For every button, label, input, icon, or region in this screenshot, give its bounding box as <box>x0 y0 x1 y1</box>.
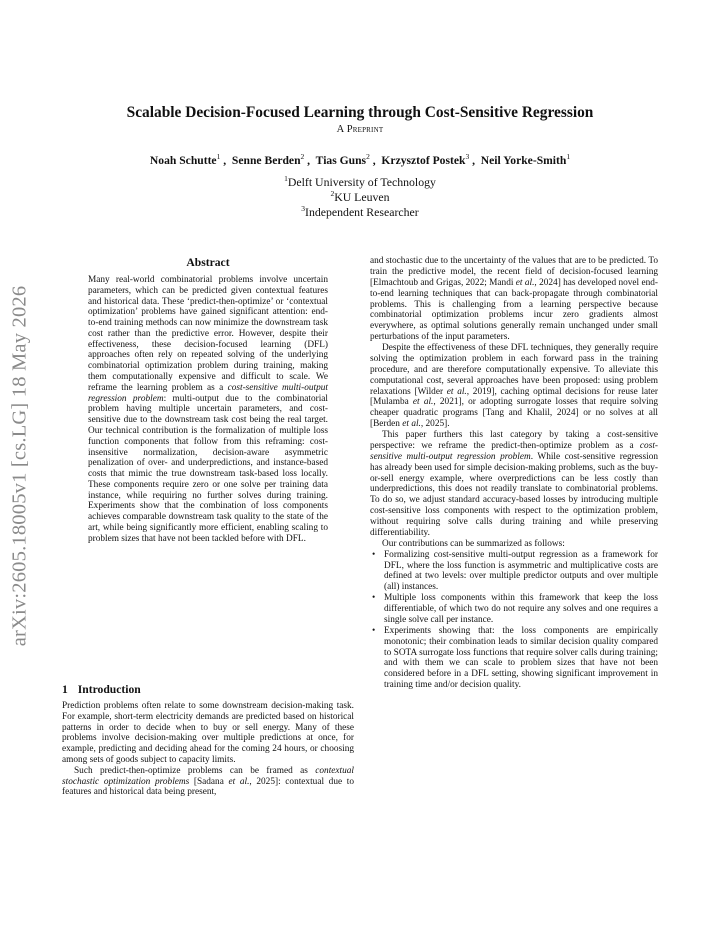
author: Senne Berden$^2$ <box>231 152 305 167</box>
introduction-text <box>62 701 354 798</box>
affiliation: $^3$Independent Researcher <box>301 204 419 219</box>
abstract-text: Many real-world combinatorial problems involve uncertain parameters, which can be predicted given contextual features and historical data. These ‘predict-then-optimize’ or ‘contextual optimization’ problems have gained significant attention: end-to-end training methods can now minimize the downstream task cost rather than the predictive error. However, despite their effectiveness, these decision-focused learning (DFL) approaches often rely on repeated solving of the underlying combinatorial optimization problem during training, making them computationally expensive and difficult to scale. We reframe the learning problem as a cost-sensitive multi-output regression problem: multi-output due to the combinatorial problem having multiple uncertain parameters, and cost-sensitive due to the downstream task cost being the real target. Our technical contribution is the formalization of multiple loss function components that follow from this reframing: cost-insensitive normalization, decision-aware asymmetric penalization of over- and underpredictions, and instance-based costs that mimic the true downstream task-based loss locally. These components require zero or one solve per training data instance, while requiring no further solves during training. Experiments show that the combination of loss components achieves comparable downstream task quality to the state of the art, while being significantly more efficient, enabling scaling to problem sizes that have not been tackled before with DFL. <box>88 275 328 544</box>
paragraph: and stochastic due to the uncertainty of the values that are to be predicted. To train the predictive model, the recent field of decision-focused learning [Elmachtoub and Grigas, 2022; Mandi et al., 2024] has developed novel end-to-end learning techniques that can back-propagate through combinatorial problems. This is challenging from a learning perspective because combinatorial optimization problems incur zero gradients almost everywhere, as optimal solutions generally remain unchanged under small perturbations of the input parameters. <box>370 256 658 343</box>
abstract-heading: Abstract <box>186 256 230 269</box>
paragraph: This paper furthers this last category by taking a cost-sensitive perspective: we reframe the predict-then-optimize problem as a cost-sensitive multi-output regression problem. While cost-sensitive regression has already been used for simple decision-making problems, such as the buy-or-sell energy example, where overpredictions can be less costly than underpredictions, this does not readily translate to combinatorial problems. To do so, we adjust standard accuracy-based losses by introducing multiple cost-sensitive loss components with respect to the optimization problem, without requiring solve calls during training and while preserving differentiability. <box>370 430 658 538</box>
author: Noah Schutte$^1$ <box>149 152 221 167</box>
paragraph: Our contributions can be summarized as follows: <box>382 538 565 549</box>
preprint-label: A Preprint <box>336 124 384 135</box>
paragraph: Such predict-then-optimize problems can be framed as contextual stochastic optimization problems [Sadana et al., 2025]: contextual due to features and historical data being present, <box>62 765 354 798</box>
list-item: • Experiments showing that: the loss components are empirically monotonic; their combination leads to similar decision quality compared to SOTA surrogate loss functions that require solver calls during training; and with them we can scale to problem sizes that have not been considered before in a DFL setting, showing significant improvement in training time and/or decision quality. <box>370 626 658 691</box>
paper-title: Scalable Decision-Focused Learning through Cost-Sensitive Regression <box>126 104 594 121</box>
paragraph: Prediction problems often relate to some downstream decision-making task. For example, short-term electricity demands are predicted based on historical patterns in order to decide when to buy or sell energy. Many of these problems involve decision-making over multiple predictions at once, for example, predicting and deciding ahead for the coming 24 hours, or choosing among sets of goods subject to capacity limits. <box>62 701 354 765</box>
author: Krzysztof Postek$^3$ <box>381 152 470 167</box>
author: Neil Yorke-Smith$^1$ <box>480 152 571 167</box>
section-heading-introduction: 1 Introduction <box>62 683 141 696</box>
author: Tias Guns$^2$ <box>315 152 370 167</box>
author-list: Noah Schutte$^1$ , Senne Berden$^2$ , Tias Guns$^2$ , Krzysztof Postek$^3$ , Neil Yorke-Smith$^1$ <box>149 152 571 167</box>
right-column-text <box>370 256 658 691</box>
contributions-list <box>370 550 658 691</box>
arxiv-identifier: arXiv:2605.18005v1 [cs.LG] 18 May 2026 <box>8 285 31 647</box>
list-item: • Multiple loss components within this framework that keep the loss differentiable, of which two do not require any solves and one requires a single solve call per instance. <box>370 593 658 626</box>
affiliation: $^2$KU Leuven <box>330 189 390 204</box>
affiliation: $^1$Delft University of Technology <box>284 174 436 189</box>
list-item: • Formalizing cost-sensitive multi-output regression as a framework for DFL, where the loss function is asymmetric and multiplicative costs are defined at two levels: over multiple predictor outputs and over multiple (all) instances. <box>370 550 658 594</box>
paragraph: Despite the effectiveness of these DFL techniques, they generally require solving the optimization problem in each forward pass in the training procedure, and are therefore computationally expensive. To alleviate this computational cost, several approaches have been proposed: using problem relaxations [Wilder et al., 2019], caching optimal decisions for reuse later [Mulamba et al., 2021], or adopting surrogate losses that require solving cheaper quadratic programs [Tang and Khalil, 2024] or no solves at all [Berden et al., 2025]. <box>370 343 658 430</box>
